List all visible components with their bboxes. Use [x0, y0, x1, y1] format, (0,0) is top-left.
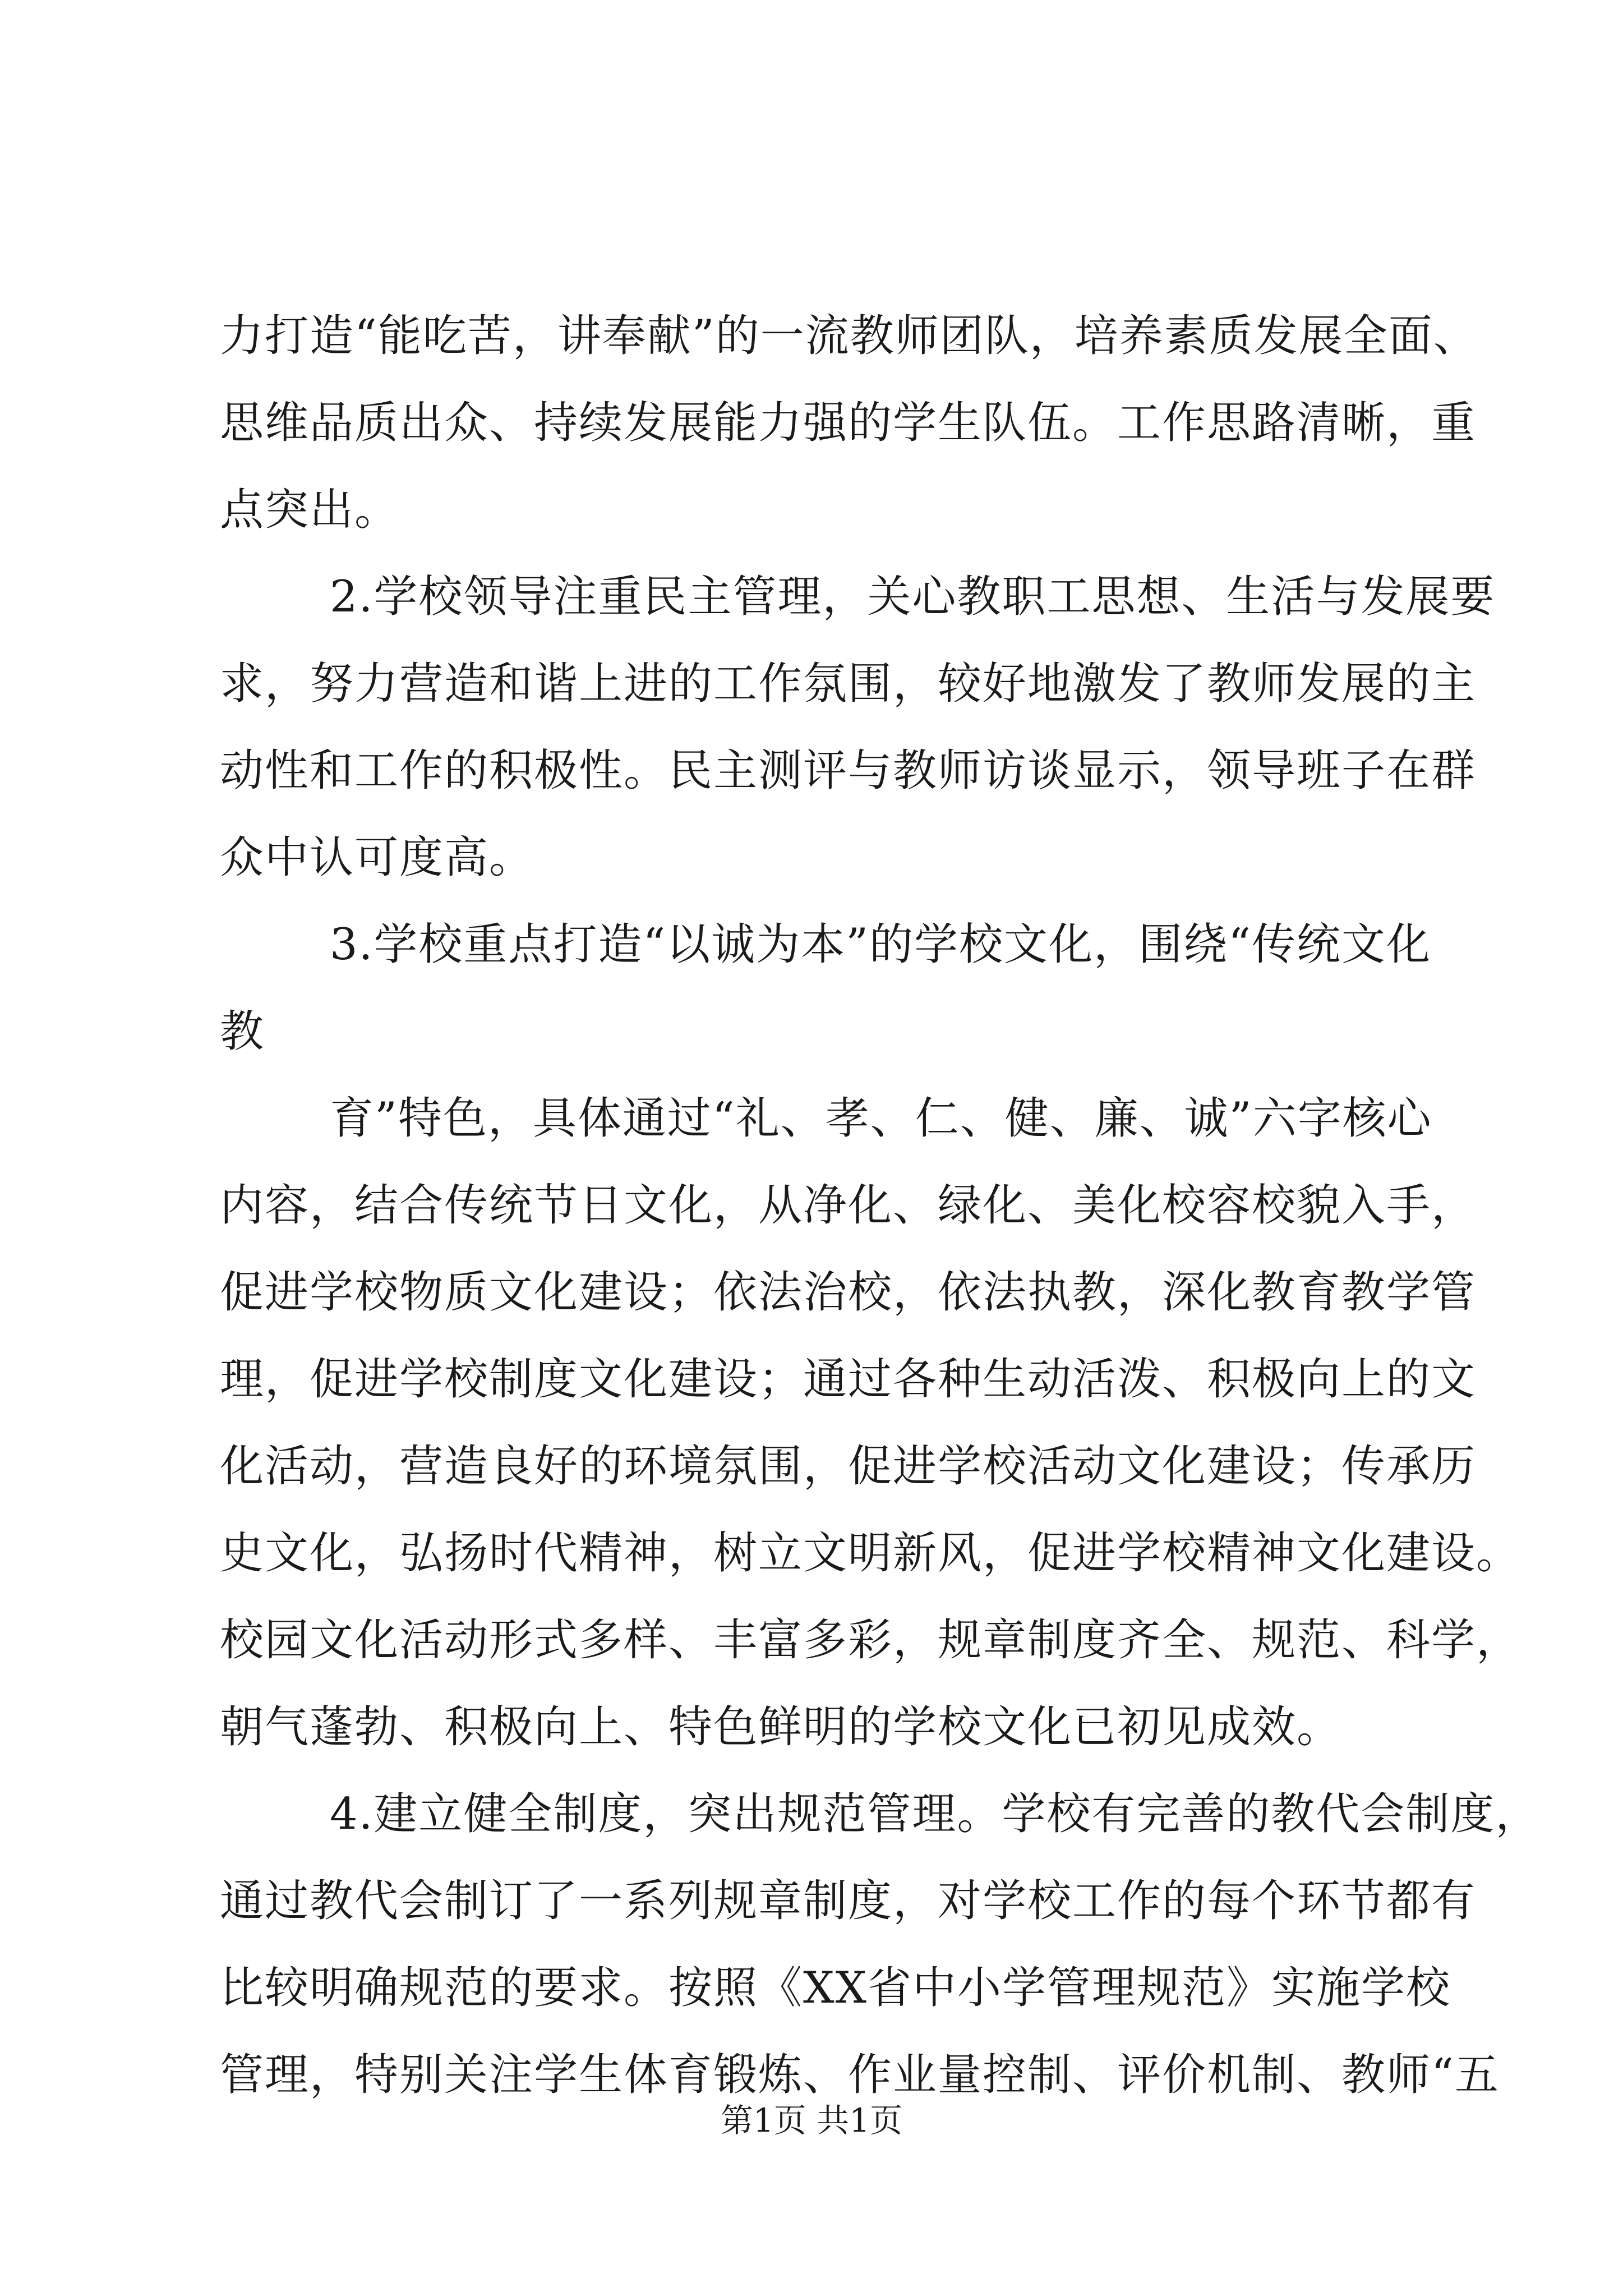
text-line: 教 [220, 1006, 265, 1057]
paragraph-start-line: 育”特色，具体通过“礼、孝、仁、健、廉、诚”六字核心 [330, 1093, 1432, 1144]
paragraph-start-line: 2.学校领导注重民主管理，关心教职工思想、生活与发展要 [330, 572, 1496, 622]
text-line: 管理，特别关注学生体育锻炼、作业量控制、评价机制、教师“五 [220, 2050, 1500, 2100]
text-line: 动性和工作的积极性。民主测评与教师访谈显示，领导班子在群 [220, 746, 1477, 796]
paragraph-start-line: 4.建立健全制度，突出规范管理。学校有完善的教代会制度， [330, 1789, 1541, 1839]
text-line: 力打造“能吃苦，讲奉献”的一流教师团队，培养素质发展全面、 [220, 311, 1478, 361]
paragraph-start-line: 3.学校重点打造“以诚为本”的学校文化，围绕“传统文化 [330, 919, 1432, 970]
text-line: 朝气蓬勃、积极向上、特色鲜明的学校文化已初见成效。 [220, 1702, 1342, 1752]
text-line: 众中认可度高。 [220, 832, 534, 883]
text-line: 点突出。 [220, 485, 400, 535]
page-footer [0, 2098, 1623, 2143]
page-number: 第1页 共1页 [720, 2101, 903, 2139]
text-line: 促进学校物质文化建设；依法治校，依法执教，深化教育教学管 [220, 1267, 1477, 1318]
text-line: 校园文化活动形式多样、丰富多彩，规章制度齐全、规范、科学， [220, 1615, 1521, 1665]
text-line: 内容，结合传统节日文化，从净化、绿化、美化校容校貌入手， [220, 1180, 1477, 1231]
text-line: 化活动，营造良好的环境氛围，促进学校活动文化建设；传承历 [220, 1441, 1477, 1492]
text-line: 理，促进学校制度文化建设；通过各种生动活泼、积极向上的文 [220, 1354, 1477, 1405]
text-line: 思维品质出众、持续发展能力强的学生队伍。工作思路清晰，重 [220, 398, 1477, 448]
text-line: 比较明确规范的要求。按照《XX省中小学管理规范》实施学校 [220, 1963, 1451, 2013]
body-text [220, 293, 1541, 2119]
text-line: 通过教代会制订了一系列规章制度，对学校工作的每个环节都有 [220, 1876, 1477, 1926]
text-line: 求，努力营造和谐上进的工作氛围，较好地激发了教师发展的主 [220, 659, 1477, 709]
text-line: 史文化，弘扬时代精神，树立文明新风，促进学校精神文化建设。 [220, 1528, 1521, 1579]
